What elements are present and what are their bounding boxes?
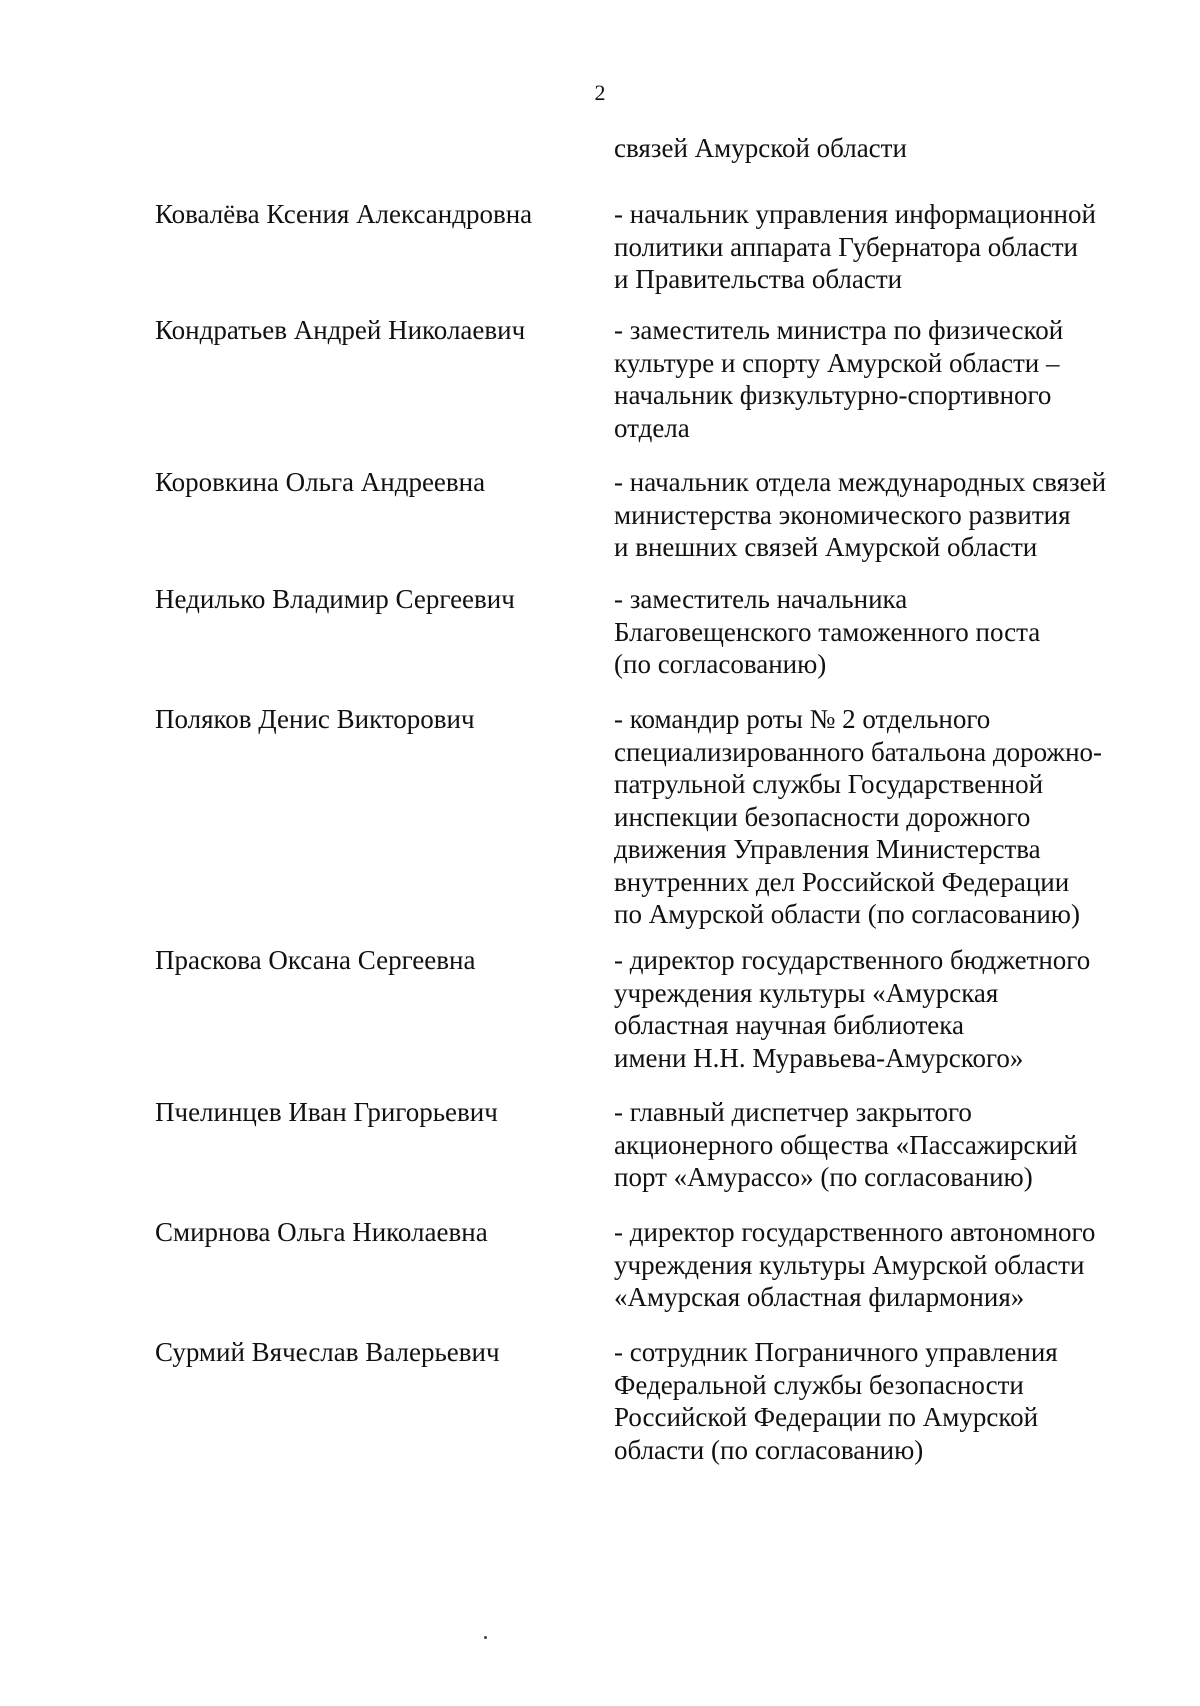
position-line: внутренних дел Российской Федерации [614,866,1070,897]
scan-speck [484,1636,487,1639]
position-line: и внешних связей Амурской области [614,532,1038,562]
position-line: движения Управления Министерства [614,834,1041,864]
member-position [614,703,1194,931]
member-position [614,198,1194,296]
position-line: «Амурская областная филармония» [614,1282,1025,1312]
position-line: и Правительства области [614,264,903,294]
position-line: порт «Амурассо» (по согласованию) [614,1162,1033,1192]
position-line: по Амурской области (по согласованию) [614,899,1080,929]
position-line: - директор государственного бюджетного [614,945,1091,975]
member-name: Кондратьев Андрей Николаевич [155,315,526,345]
position-line: - заместитель начальника [614,584,908,614]
member-position [614,1096,1194,1194]
member-name: Недилько Владимир Сергеевич [155,584,515,614]
position-line: политики аппарата Губернатора области [614,231,1078,262]
position-line: отдела [614,412,690,443]
position-line: - заместитель министра по физической [614,315,1064,345]
member-name: Сурмий Вячеслав Валерьевич [155,1337,500,1367]
member-name: Праскова Оксана Сергеевна [155,945,476,975]
position-line: начальник физкультурно-спортивного [614,380,1052,410]
position-line: (по согласованию) [614,649,827,679]
position-line: - сотрудник Пограничного управления [614,1337,1058,1367]
member-position [614,583,1194,681]
member-name: Ковалёва Ксения Александровна [155,199,533,229]
position-line: учреждения культуры «Амурская [614,977,999,1008]
position-line: специализированного батальона дорожно- [614,736,1103,767]
position-line: имени Н.Н. Муравьева-Амурского» [614,1042,1024,1073]
position-line: Благовещенского таможенного поста [614,616,1041,647]
member-position [614,314,1194,444]
member-position [614,944,1194,1074]
position-line: Федеральной службы безопасности [614,1369,1024,1400]
position-line: - начальник управления информационной [614,199,1096,229]
member-name: Поляков Денис Викторович [155,704,475,734]
member-position [614,466,1194,564]
position-line: акционерного общества «Пассажирский [614,1129,1078,1160]
position-line: - главный диспетчер закрытого [614,1097,972,1127]
position-line: - начальник отдела международных связей [614,467,1107,497]
member-name: Коровкина Ольга Андреевна [155,467,486,497]
position-line: - командир роты № 2 отдельного [614,704,991,734]
continuation-text: связей Амурской области [614,133,907,163]
position-line: Российской Федерации по Амурской [614,1402,1039,1432]
position-line: министерства экономического развития [614,499,1071,530]
position-line: патрульной службы Государственной [614,769,1044,799]
position-line: областная научная библиотека [614,1010,964,1040]
member-name: Пчелинцев Иван Григорьевич [155,1097,498,1127]
position-line: - директор государственного автономного [614,1217,1096,1247]
position-line: области (по согласованию) [614,1434,924,1465]
page-number: 2 [594,80,606,105]
position-line: культуре и спорту Амурской области – [614,347,1060,378]
position-line: учреждения культуры Амурской области [614,1249,1085,1280]
member-position [614,1336,1194,1466]
member-name: Смирнова Ольга Николаевна [155,1217,488,1247]
position-line: инспекции безопасности дорожного [614,801,1031,832]
member-position [614,1216,1194,1314]
